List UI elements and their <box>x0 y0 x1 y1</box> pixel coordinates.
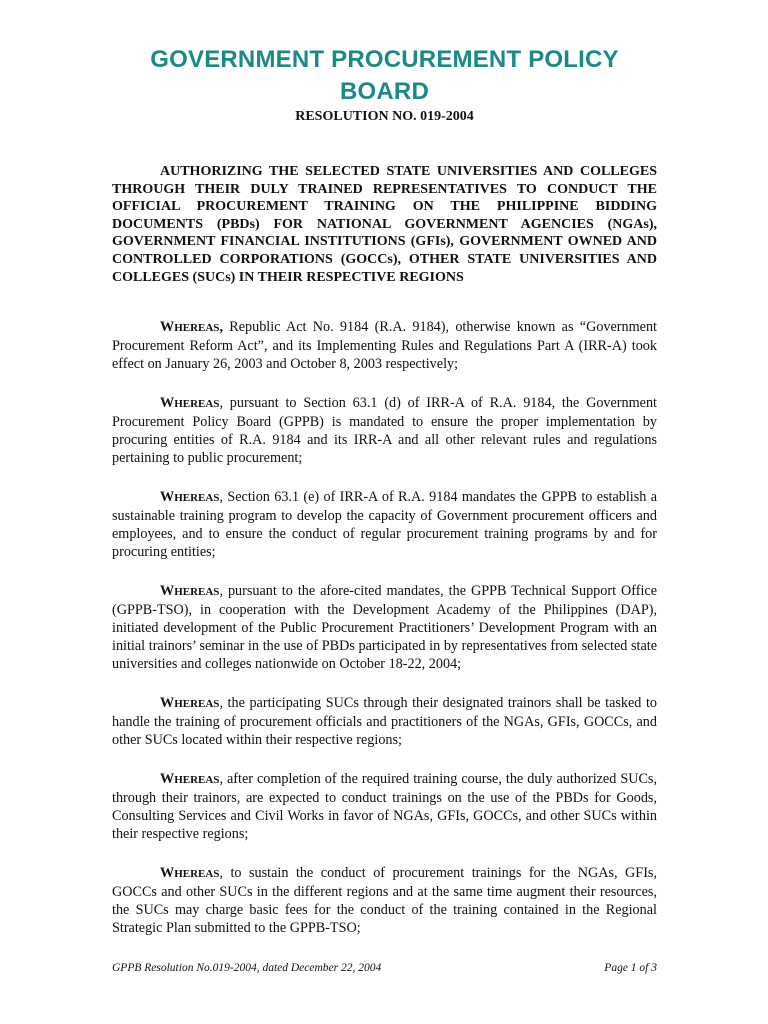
whereas-clause-6 <box>112 770 657 843</box>
clause-text: , to sustain the conduct of procurement trainings for the NGAs, GFIs, GOCCs and other SUCs in the different regions and at the same time augment their resources, the SUCs may charge basic fees for the conduct of the training contained in the Regional Strategic Plan submitted to the GPPB-TSO; <box>112 865 657 937</box>
organization-title: GOVERNMENT PROCUREMENT POLICY BOARD <box>150 46 619 105</box>
whereas-clauses <box>112 318 657 937</box>
clause-text: , pursuant to Section 63.1 (d) of IRR-A of R.A. 9184, the Government Procurement Policy Board (GPPB) is mandated to ensure the proper implementation by procuring entities of R.A. 9184 and its IRR-A and all other relevant rules and regulations pertaining to public procurement; <box>112 395 657 467</box>
whereas-keyword: WHEREAS <box>160 771 220 788</box>
clause-text: , the participating SUCs through their designated trainors shall be tasked to handle the training of procurement officials and practitioners of the NGAs, GFIs, GOCCs, and other SUCs located within their respective regions; <box>112 695 657 749</box>
clause-text: , Section 63.1 (e) of IRR-A of R.A. 9184 mandates the GPPB to establish a sustainable training program to develop the capacity of Government procurement officers and employees, and to ensure the conduct of regular procurement training programs by and for procuring entities; <box>112 489 657 561</box>
page-footer <box>112 962 657 974</box>
whereas-keyword: WHEREAS <box>160 583 220 600</box>
whereas-keyword: WHEREAS <box>160 695 220 712</box>
whereas-clause-5 <box>112 694 657 749</box>
whereas-keyword: WHEREAS <box>160 395 220 412</box>
whereas-keyword: WHEREAS, <box>160 319 223 336</box>
resolution-title: AUTHORIZING THE SELECTED STATE UNIVERSITIES AND COLLEGES THROUGH THEIR DULY TRAINED REPRESENTATIVES TO CONDUCT THE OFFICIAL PROCUREMENT TRAINING ON THE PHILIPPINE BIDDING DOCUMENTS (PBDs) FOR NATIONAL GOVERNMENT AGENCIES (NGAs), GOVERNMENT FINANCIAL INSTITUTIONS (GFIs), GOVERNMENT OWNED AND CONTROLLED CORPORATIONS (GOCCs), OTHER STATE UNIVERSITIES AND COLLEGES (SUCs) IN THEIR RESPECTIVE REGIONS <box>112 164 657 285</box>
whereas-clause-1 <box>112 318 657 373</box>
whereas-clause-3 <box>112 488 657 561</box>
footer-citation: GPPB Resolution No.019-2004, dated December 22, 2004 <box>112 962 382 974</box>
page-number: Page 1 of 3 <box>604 962 657 974</box>
whereas-clause-7 <box>112 864 657 937</box>
whereas-keyword: WHEREAS <box>160 489 220 506</box>
whereas-clause-2 <box>112 394 657 467</box>
whereas-keyword: WHEREAS <box>160 865 220 882</box>
clause-text: , after completion of the required training course, the duly authorized SUCs, through their trainors, are expected to conduct trainings on the use of the PBDs for Goods, Consulting Services and Civil Works in favor of NGAs, GFIs, GOCCs, and other SUCs within their respective regions; <box>112 771 657 843</box>
resolution-number: RESOLUTION NO. 019-2004 <box>295 109 474 124</box>
clause-text: Republic Act No. 9184 (R.A. 9184), otherwise known as “Government Procurement Reform Act”, and its Implementing Rules and Regulations Part A (IRR-A) took effect on January 26, 2003 and October 8, 2003 respectively; <box>112 319 657 373</box>
clause-text: , pursuant to the afore-cited mandates, the GPPB Technical Support Office (GPPB-TSO), in cooperation with the Development Academy of the Philippines (DAP), initiated development of the Public Procurement Practitioners’ Development Program with an initial trainors’ seminar in the use of PBDs participated in by representatives from selected state universities and colleges nationwide on October 18-22, 2004; <box>112 583 657 673</box>
document-page <box>112 44 657 958</box>
whereas-clause-4 <box>112 582 657 673</box>
